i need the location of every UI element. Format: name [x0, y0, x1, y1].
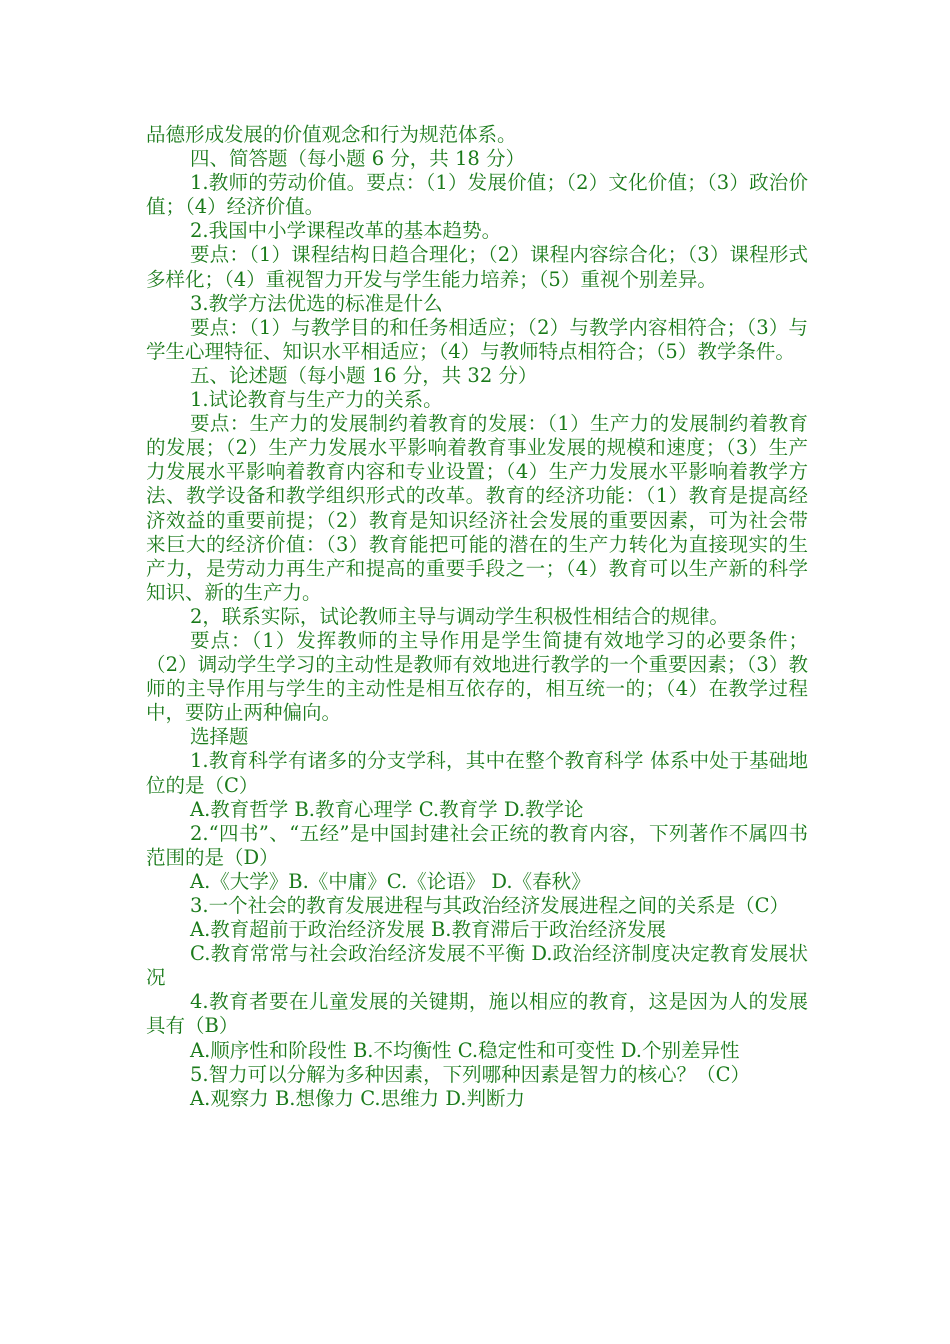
question-teaching-method: 3.教学方法优选的标准是什么: [190, 291, 443, 315]
choice-options-4: A.顺序性和阶段性 B.不均衡性 C.稳定性和可变性 D.个别差异性: [190, 1038, 740, 1062]
choice-options-5: A.观察力 B.想像力 C.思维力 D.判断力: [190, 1086, 525, 1110]
question-teacher-student-principle: 2，联系实际，试论教师主导与调动学生积极性相结合的规律。: [190, 604, 729, 628]
section-heading-short-answer: 四、简答题（每小题 6 分，共 18 分）: [190, 147, 526, 171]
choice-options-2: A.《大学》B.《中庸》C.《论语》 D.《春秋》: [190, 869, 591, 893]
section-heading-essay: 五、论述题（每小题 16 分，共 32 分）: [190, 363, 538, 387]
section-heading-multiple-choice: 选择题: [190, 725, 249, 749]
choice-question-2: 2.“四书”、“五经”是中国封建社会正统的教育内容，下列著作不属四书范围的是（D）: [146, 821, 808, 869]
question-education-productivity: 1.试论教育与生产力的关系。: [190, 388, 443, 412]
choice-options-1: A.教育哲学 B.教育心理学 C.教育学 D.教学论: [190, 797, 584, 821]
choice-question-1: 1.教育科学有诸多的分支学科，其中在整个教育科学 体系中处于基础地位的是（C）: [146, 749, 808, 797]
question-curriculum-reform: 2.我国中小学课程改革的基本趋势。: [190, 219, 502, 243]
choice-options-3-ab: A.教育超前于政治经济发展 B.教育滞后于政治经济发展: [190, 918, 667, 942]
choice-options-3-cd: C.教育常常与社会政治经济发展不平衡 D.政治经济制度决定教育发展状况: [146, 942, 808, 990]
document-body: [146, 123, 808, 1111]
choice-question-5: 5.智力可以分解为多种因素，下列哪种因素是智力的核心？（C）: [190, 1062, 751, 1086]
choice-question-4: 4.教育者要在儿童发展的关键期，施以相应的教育，这是因为人的发展具有（B）: [146, 990, 808, 1038]
choice-question-3: 3.一个社会的教育发展进程与其政治经济发展进程之间的关系是（C）: [190, 894, 790, 917]
answer-teacher-student-principle: 要点：（1）发挥教师的主导作用是学生简捷有效地学习的必要条件；（2）调动学生学习的主动性是教师有效地进行教学的一个重要因素；（3）教师的主导作用与学生的主动性是相互依存的，相互统一的；（4）在教学过程中，要防止两种偏向。: [146, 628, 808, 725]
answer-education-productivity: 要点：生产力的发展制约着教育的发展：（1）生产力的发展制约着教育的发展；（2）生产力发展水平影响着教育事业发展的规模和速度；（3）生产力发展水平影响着教育内容和专业设置；（4）生产力发展水平影响着教学方法、教学设备和教学组织形式的改革。教育的经济功能：（1）教育是提高经济效益的重要前提；（2）教育是知识经济社会发展的重要因素，可为社会带来巨大的经济价值：（3）教育能把可能的潜在的生产力转化为直接现实的生产力，是劳动力再生产和提高的重要手段之一；（4）教育可以生产新的科学知识、新的生产力。: [146, 412, 808, 604]
question-teacher-labor-value: 1.教师的劳动价值。要点：（1）发展价值；（2）文化价值；（3）政治价值；（4）经济价值。: [146, 171, 808, 219]
answer-teaching-method: 要点：（1）与教学目的和任务相适应；（2）与教学内容相符合；（3）与学生心理特征、知识水平相适应；（4）与教师特点相符合；（5）教学条件。: [146, 315, 808, 363]
paragraph-values-intro: 品德形成发展的价值观念和行为规范体系。: [146, 123, 517, 146]
answer-curriculum-reform: 要点：（1）课程结构日趋合理化；（2）课程内容综合化；（3）课程形式多样化；（4）重视智力开发与学生能力培养；（5）重视个别差异。: [146, 243, 808, 291]
